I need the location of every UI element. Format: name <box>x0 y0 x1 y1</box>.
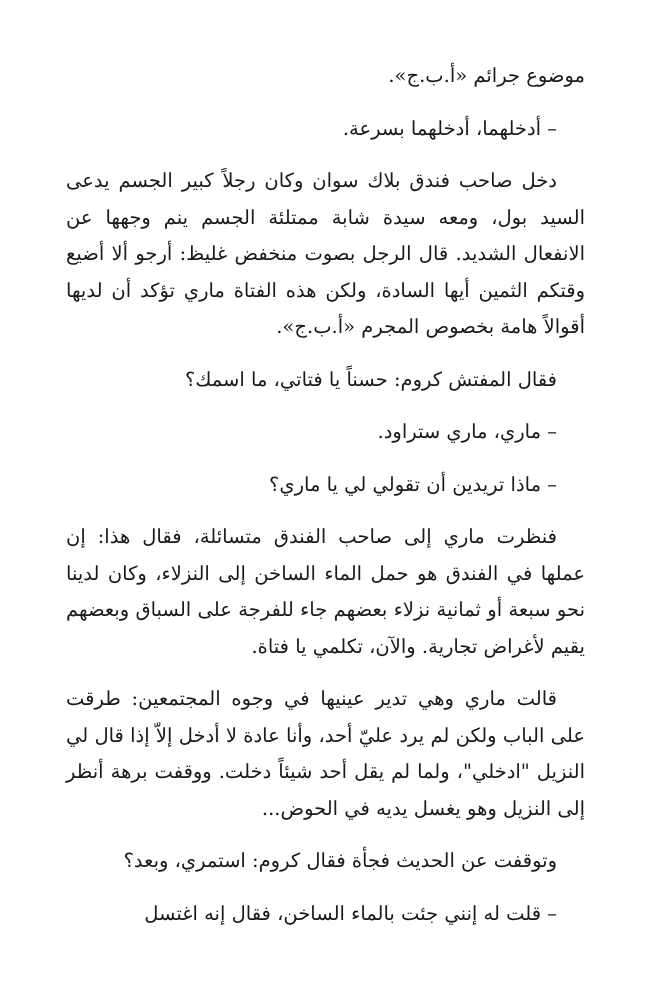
paragraph-4: فنظرت ماري إلى صاحب الفندق متسائلة، فقال هذا: إن عملها في الفندق هو حمل الماء الساخن إلى النزلاء، وكان لدينا نحو سبعة أو ثمانية نزلاء بعضهم جاء للفرجة على السباق وبعضهم يقيم لأغراض تجارية. والآن، تكلمي يا فتاة. <box>66 525 585 658</box>
dialog-line-1: – أدخلهما، أدخلهما بسرعة. <box>342 116 557 140</box>
paragraph-3: فقال المفتش كروم: حسناً يا فتاتي، ما اسمك؟ <box>185 367 557 391</box>
dialog-line-4: – قلت له إنني جئت بالماء الساخن، فقال إنه اغتسل <box>144 901 557 925</box>
paragraph-6: وتوقفت عن الحديث فجأة فقال كروم: استمري، وبعد؟ <box>123 849 557 872</box>
paragraph-1: موضوع جرائم «أ.ب.ج». <box>388 64 585 87</box>
dialog-line-3: – ماذا تريدين أن تقولي لي يا ماري؟ <box>268 472 557 496</box>
paragraph-2: دخل صاحب فندق بلاك سوان وكان رجلاً كبير الجسم يدعى السيد بول، ومعه سيدة شابة ممتلئة الجسم ينم وجهها عن الانفعال الشديد. قال الرجل بصوت منخفض غليظ: أرجو ألا أضيع وقتكم الثمين أيها السادة، ولكن هذه الفتاة ماري تؤكد أن لديها أقوالاً هامة بخصوص المجرم «أ.ب.ج». <box>66 169 585 338</box>
paragraph-5: قالت ماري وهي تدير عينيها في وجوه المجتمعين: طرقت على الباب ولكن لم يرد عليّ أحد، وأنا عادة لا أدخل إلاّ إذا قال لي النزيل "ادخلي"، ولما لم يقل أحد شيئاً دخلت. ووقفت برهة أنظر إلى النزيل وهو يغسل يديه في الحوض... <box>66 687 585 820</box>
dialog-line-2: – ماري، ماري ستراود. <box>377 420 557 443</box>
